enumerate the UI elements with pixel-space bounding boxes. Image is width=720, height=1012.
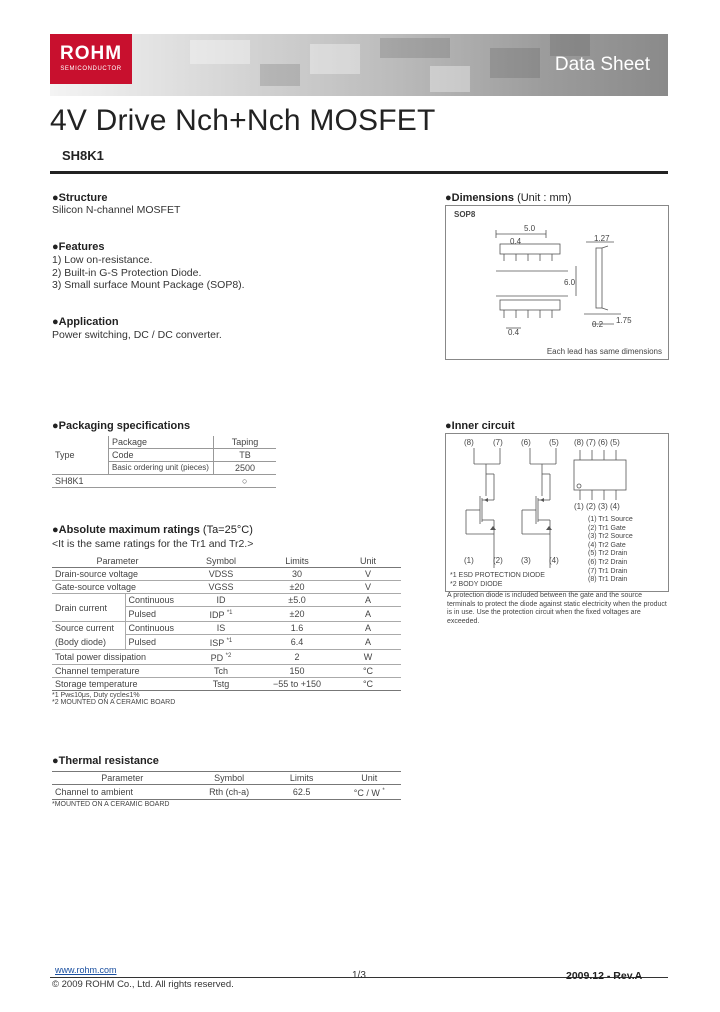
pin-label: (8) xyxy=(574,438,584,447)
unit-cell: V xyxy=(364,569,371,579)
list-item: (5) Tr2 Drain xyxy=(588,550,628,558)
dimensions-note: Each lead has same dimensions xyxy=(546,347,662,356)
structure-text: Silicon N-channel MOSFET xyxy=(52,204,181,216)
abs-max-subtitle: <It is the same ratings for the Tr1 and Tr2.> xyxy=(52,538,254,550)
table-row xyxy=(52,581,401,594)
unit-cell: A xyxy=(335,622,401,635)
col-header: Parameter xyxy=(101,773,144,783)
dim-label: 1.75 xyxy=(616,316,632,325)
param-cell: Storage temperature xyxy=(55,679,138,689)
logo-subtext: SEMICONDUCTOR xyxy=(60,66,122,72)
param-cell: Gate-source voltage xyxy=(55,582,137,592)
legend-item: *1 ESD PROTECTION DIODE xyxy=(450,572,545,579)
application-text: Power switching, DC / DC converter. xyxy=(52,329,222,341)
rohm-url-link[interactable]: www.rohm.com xyxy=(55,965,117,975)
legend-item: *2 BODY DIODE xyxy=(450,580,503,588)
pin-label: (4) xyxy=(610,502,620,511)
col-header: Parameter xyxy=(96,556,139,566)
list-item: 2) Built-in G-S Protection Diode. xyxy=(52,266,202,279)
unit-cell: °C xyxy=(362,679,374,689)
limit-cell: 150 xyxy=(289,666,305,676)
inner-circuit-box xyxy=(445,433,669,592)
dim-label: 0.4 xyxy=(510,237,522,246)
application-heading: ●Application xyxy=(52,316,119,328)
pin-label: (6) xyxy=(598,438,608,447)
unit-cell: °C / W xyxy=(353,788,380,798)
abs-max-note: *1 Pw≤10μs, Duty cycle≤1% xyxy=(52,692,140,699)
circuit-diagram xyxy=(446,434,668,591)
pin-label: (3) xyxy=(521,556,531,565)
dim-label: 6.0 xyxy=(564,278,576,287)
list-item: 1) Low on-resistance. xyxy=(52,254,153,266)
pkg-value: 2500 xyxy=(234,463,256,473)
col-header: Unit xyxy=(361,773,378,783)
param-cell: Total power dissipation xyxy=(55,652,147,662)
circuit-legend xyxy=(450,572,545,589)
circuit-note: A protection diode is included between the gate and the source terminals to protect the diode against static electricity when the product is in use. Use the protection circuit when the fixed voltages are exceeded. xyxy=(447,592,667,625)
symbol-cell: Rth (ch-a) xyxy=(209,787,250,797)
structure-heading: ●Structure xyxy=(52,192,108,204)
unit-cell: A xyxy=(335,594,401,607)
page-title: 4V Drive Nch+Nch MOSFET xyxy=(50,104,436,137)
unit-cell: °C xyxy=(362,666,374,676)
features-heading: ●Features xyxy=(52,241,105,253)
symbol-cell: IDP xyxy=(209,610,225,620)
dim-label: 0.4 xyxy=(508,328,520,337)
pin-label: (3) xyxy=(598,502,608,511)
table-row xyxy=(52,665,401,678)
col-header: Unit xyxy=(359,556,376,566)
dimensions-heading xyxy=(445,192,571,204)
limit-cell: 1.6 xyxy=(259,622,335,635)
sub-cell: Continuous xyxy=(125,622,183,635)
pin-label: (7) xyxy=(586,438,596,447)
limit-cell: 62.5 xyxy=(292,787,311,797)
col-header: Limits xyxy=(285,556,309,566)
symbol-cell: Tstg xyxy=(212,679,230,689)
title-rule xyxy=(50,171,668,174)
packaging-heading: ●Packaging specifications xyxy=(52,420,191,432)
rohm-logo[interactable] xyxy=(50,34,132,84)
note-mark: *2 xyxy=(225,653,232,659)
pin-label: (8) xyxy=(464,438,474,447)
param-cell: Channel temperature xyxy=(55,666,140,676)
thermal-note: *MOUNTED ON A CERAMIC BOARD xyxy=(52,801,170,808)
pin-label: (1) xyxy=(464,556,474,565)
part-number: SH8K1 xyxy=(62,148,104,163)
dim-label: 1.27 xyxy=(594,234,610,243)
sub-cell: Pulsed xyxy=(128,609,157,619)
abs-max-table xyxy=(52,555,401,706)
dim-label: 0.2 xyxy=(592,320,604,329)
note-mark: *1 xyxy=(226,610,233,616)
note-mark: *1 xyxy=(226,638,233,644)
symbol-cell: ISP xyxy=(209,638,225,648)
symbol-cell: VGSS xyxy=(208,582,234,592)
list-item: (3) Tr2 Source xyxy=(588,533,633,541)
pkg-label: Package xyxy=(109,436,214,449)
limit-cell: ±5.0 xyxy=(259,594,335,607)
symbol-cell: PD xyxy=(210,653,224,663)
abs-max-condition: (Ta=25°C) xyxy=(202,524,253,536)
unit-cell: W xyxy=(363,652,373,662)
features-list xyxy=(52,254,245,292)
dimensions-box xyxy=(445,205,669,360)
note-mark: * xyxy=(382,788,385,794)
pkg-label: Basic ordering unit (pieces) xyxy=(109,462,214,475)
pkg-value: Taping xyxy=(231,437,259,447)
param-cell: Drain-source voltage xyxy=(55,569,139,579)
dimensions-unit: (Unit : mm) xyxy=(517,192,572,204)
table-row xyxy=(52,650,401,665)
symbol-cell: ID xyxy=(216,595,226,605)
pin-label: (1) xyxy=(574,502,584,511)
list-item: (6) Tr2 Drain xyxy=(588,558,628,566)
pin-label: (2) xyxy=(586,502,596,511)
pkg-label: Code xyxy=(109,449,214,462)
symbol-cell: VDSS xyxy=(208,569,234,579)
date-revision: 2009.12 - Rev.A xyxy=(566,970,643,982)
param-cell: (Body diode) xyxy=(52,635,125,650)
pin-label: (4) xyxy=(549,556,559,565)
limit-cell: 2 xyxy=(294,652,300,662)
table-row xyxy=(52,594,401,607)
pin-label: (5) xyxy=(549,438,559,447)
inner-circuit-heading: ●Inner circuit xyxy=(445,420,515,432)
table-row xyxy=(52,635,401,650)
limit-cell: ±20 xyxy=(289,582,305,592)
thermal-table xyxy=(52,771,401,808)
type-label: Type xyxy=(52,436,109,475)
pkg-part: SH8K1 xyxy=(55,476,84,486)
abs-max-title: ●Absolute maximum ratings xyxy=(52,524,200,536)
abs-max-heading xyxy=(52,524,253,536)
abs-max-note: *2 MOUNTED ON A CERAMIC BOARD xyxy=(52,699,176,706)
limit-cell: −55 to +150 xyxy=(272,679,322,689)
pin-list xyxy=(588,516,633,585)
param-cell: Drain current xyxy=(52,594,125,622)
pkg-mark: ○ xyxy=(242,476,248,486)
unit-cell: V xyxy=(364,582,371,592)
list-item: (4) Tr2 Gate xyxy=(588,541,626,549)
doc-type: Data Sheet xyxy=(554,54,650,75)
packaging-table xyxy=(52,436,276,488)
limit-cell: 30 xyxy=(291,569,302,579)
param-cell: Source current xyxy=(52,622,125,635)
param-cell: Channel to ambient xyxy=(55,787,134,797)
symbol-cell: Tch xyxy=(213,666,228,676)
table-row xyxy=(52,568,401,581)
dimensions-title: ●Dimensions xyxy=(445,192,514,204)
page-number: 1/3 xyxy=(352,970,366,981)
pkg-value: TB xyxy=(239,450,251,460)
list-item: (1) Tr1 Source xyxy=(588,516,633,523)
copyright: © 2009 ROHM Co., Ltd. All rights reserved. xyxy=(52,979,234,990)
sub-cell: Continuous xyxy=(125,594,183,607)
symbol-cell: IS xyxy=(216,623,226,633)
package-label: SOP8 xyxy=(454,210,476,219)
table-row xyxy=(52,622,401,635)
limit-cell: ±20 xyxy=(289,609,305,619)
unit-cell: A xyxy=(364,637,371,647)
unit-cell: A xyxy=(364,609,371,619)
sub-cell: Pulsed xyxy=(128,637,157,647)
col-header: Limits xyxy=(289,773,314,783)
col-header: Symbol xyxy=(214,773,245,783)
list-item: (2) Tr1 Gate xyxy=(588,524,626,532)
list-item: (7) Tr1 Drain xyxy=(588,567,628,575)
thermal-heading: ●Thermal resistance xyxy=(52,755,159,767)
table-row xyxy=(52,785,401,800)
pin-label: (5) xyxy=(610,438,620,447)
list-item: 3) Small surface Mount Package (SOP8). xyxy=(52,279,245,291)
pin-label: (6) xyxy=(521,438,531,447)
limit-cell: 6.4 xyxy=(290,637,304,647)
dim-label: 5.0 xyxy=(524,224,536,233)
package-drawing xyxy=(446,206,668,359)
pin-label: (7) xyxy=(493,438,503,447)
list-item: (8) Tr1 Drain xyxy=(588,576,628,584)
pin-label: (2) xyxy=(493,556,503,565)
table-row xyxy=(52,678,401,691)
col-header: Symbol xyxy=(205,556,236,566)
logo-text: ROHM xyxy=(59,43,123,64)
